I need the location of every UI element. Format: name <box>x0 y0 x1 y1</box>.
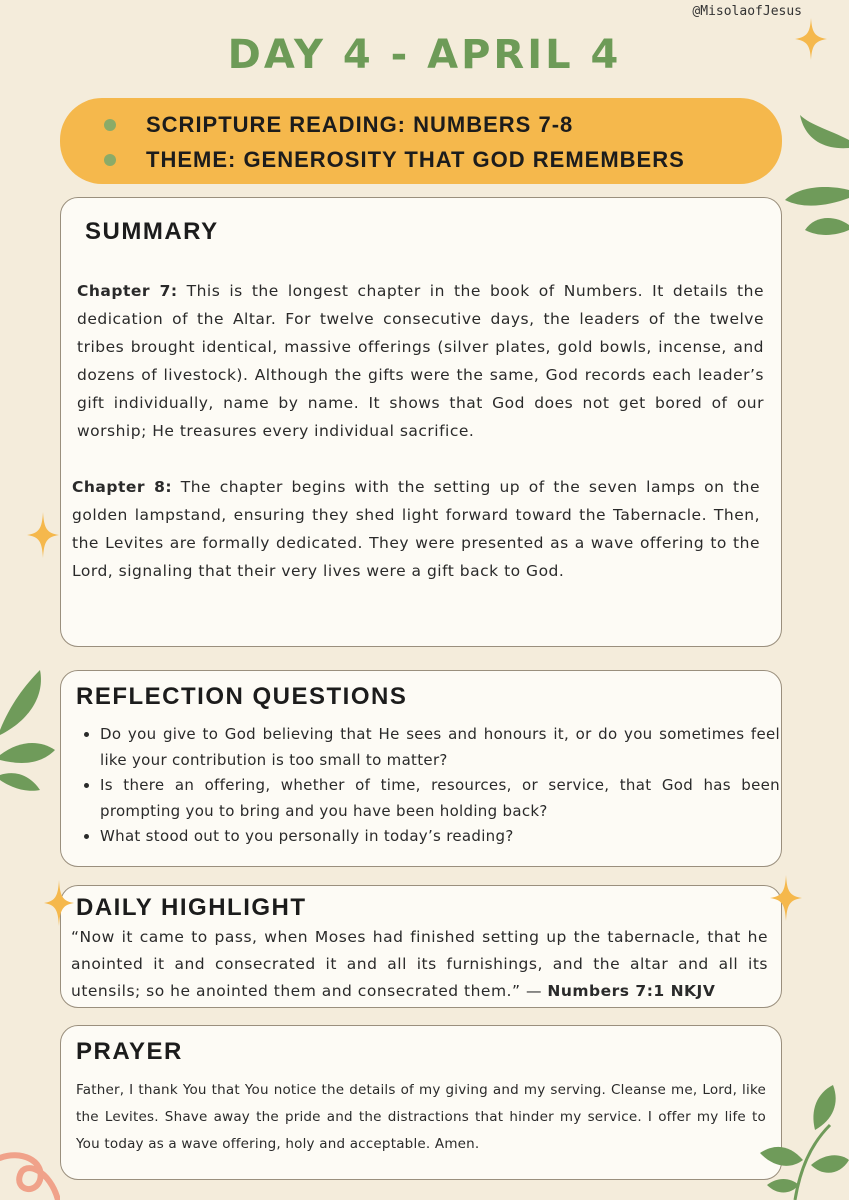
leaf-branch-icon <box>780 110 849 240</box>
quote-reference: Numbers 7:1 NKJV <box>547 982 716 1000</box>
summary-card <box>60 197 782 647</box>
page-title: DAY 4 - APRIL 4 <box>227 32 622 78</box>
reflection-heading: REFLECTION QUESTIONS <box>76 683 408 710</box>
banner-item-scripture: SCRIPTURE READING: NUMBERS 7-8 <box>106 112 573 138</box>
summary-heading: SUMMARY <box>85 218 219 245</box>
banner-item-theme: THEME: GENEROSITY THAT GOD REMEMBERS <box>106 147 685 173</box>
prayer-text: Father, I thank You that You notice the details of my giving and my serving. Cleanse me, Lord, like the Levites. Shave away the pride and the distractions that hinder my service. I offer my life to You today as a wave offering, holy and acceptable. Amen. <box>76 1082 766 1152</box>
bullet-dot-icon <box>104 154 116 166</box>
prayer-heading: PRAYER <box>76 1038 183 1065</box>
chapter-7-paragraph <box>77 277 764 445</box>
reflection-question-list <box>76 722 780 850</box>
swirl-icon <box>0 1150 60 1200</box>
sparkle-star-icon <box>44 880 74 926</box>
chapter-7-text: This is the longest chapter in the book of Numbers. It details the dedication of the Altar. For twelve consecutive days, the leaders of the twelve tribes brought identical, massive offerings (silver plates, gold bowls, incense, and dozens of livestock). Although the gifts were the same, God records each leader’s gift individually, name by name. It shows that God does not get bored of our worship; He treasures every individual sacrifice. <box>77 282 764 440</box>
list-item: • What stood out to you personally in today’s reading? <box>100 824 780 850</box>
list-item: • Do you give to God believing that He sees and honours it, or do you sometimes feel like your contribution is too small to matter? <box>100 722 780 773</box>
highlight-heading: DAILY HIGHLIGHT <box>76 894 307 921</box>
sparkle-star-icon <box>27 512 59 558</box>
chapter-8-text: The chapter begins with the setting up of the seven lamps on the golden lampstand, ensuring they shed light forward toward the Tabernacle. Then, the Levites are formally dedicated. They were presented as a wave offering to the Lord, signaling that their very lives were a gift back to God. <box>72 478 760 580</box>
leaf-branch-icon <box>755 1085 849 1200</box>
prayer-card <box>60 1025 782 1180</box>
chapter-8-paragraph <box>72 473 760 585</box>
quote-text: “Now it came to pass, when Moses had finished setting up the tabernacle, that he anointed it and consecrated it and all its furnishings, and the altar and all its utensils; so he anointed them and consecrated them.” — <box>71 928 768 1000</box>
scripture-banner <box>60 98 782 184</box>
author-handle: @MisolaofJesus <box>692 4 802 19</box>
chapter-8-label: Chapter 8: <box>72 478 173 496</box>
leaf-branch-icon <box>0 665 58 795</box>
list-item: • Is there an offering, whether of time, resources, or service, that God has been prompting you to bring and you have been holding back? <box>100 773 780 824</box>
highlight-card <box>60 885 782 1008</box>
sparkle-star-icon <box>770 875 802 921</box>
chapter-7-label: Chapter 7: <box>77 282 178 300</box>
bullet-dot-icon <box>104 119 116 131</box>
reflection-card <box>60 670 782 867</box>
highlight-quote <box>71 924 768 1005</box>
